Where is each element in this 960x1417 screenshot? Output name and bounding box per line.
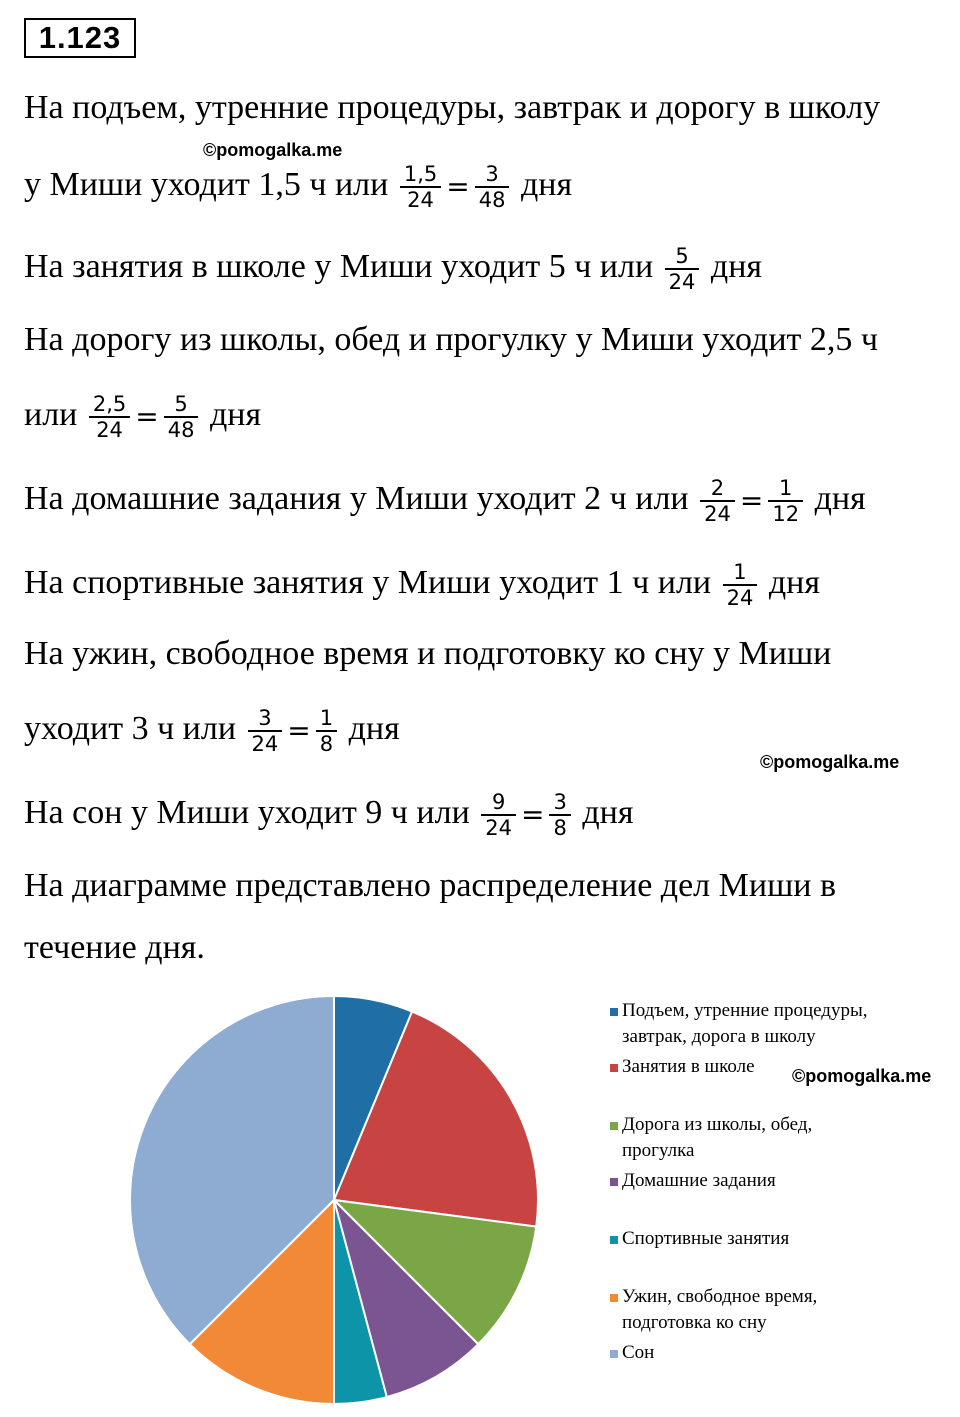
watermark: ©pomogalka.me [203,140,343,160]
line-text: дня [814,479,866,517]
fraction-denominator: 48 [167,418,195,442]
equals-sign: = [287,714,311,747]
legend-label: Спортивные занятия [622,1228,790,1249]
line-text: На ужин, свободное время и подготовку ко сну у Миши [24,635,832,672]
legend-swatch [610,1294,618,1302]
fraction-denominator: 24 [485,816,513,840]
line-text: дня [582,793,634,831]
line-text: На занятия в школе у Миши уходит 5 ч или [24,247,654,285]
equals-sign: = [135,400,159,433]
fraction [723,560,758,610]
line-text: или [24,395,78,433]
legend-swatch [610,1350,618,1358]
text-line [24,392,261,442]
fraction-numerator: 1 [768,476,803,502]
line-text: у Миши уходит 1,5 ч или [24,165,389,203]
fraction-numerator: 1 [316,706,337,732]
legend-item [622,1226,952,1252]
fraction-denominator: 8 [319,732,334,756]
legend-swatch [610,1008,618,1016]
fraction [248,706,283,756]
fraction [400,162,441,212]
text-line [24,634,831,674]
fraction-numerator: 2,5 [89,392,130,418]
fraction-numerator: 9 [481,790,516,816]
fraction-denominator: 24 [407,188,434,212]
legend-swatch [610,1178,618,1186]
line-text: дня [768,563,820,601]
fraction-denominator: 8 [553,816,567,840]
text-line [24,320,878,360]
fraction-denominator: 12 [772,502,800,526]
text-line [24,162,572,212]
fraction-numerator: 2 [700,476,735,502]
fraction-numerator: 1,5 [400,162,441,188]
fraction-numerator: 3 [475,162,510,188]
text-line [24,928,205,968]
fraction-denominator: 24 [668,270,696,294]
equals-sign: = [446,170,470,203]
line-text: дня [209,395,262,433]
watermark: ©pomogalka.me [792,1066,932,1086]
fraction [316,706,337,756]
legend-swatch [610,1236,618,1244]
legend-label: Домашние задания [622,1170,776,1191]
line-text: На подъем, утренние процедуры, завтрак и дорогу в школу [24,89,881,126]
fraction [164,392,199,442]
text-line [24,790,634,840]
line-text: дня [348,709,400,747]
fraction-numerator: 5 [665,244,700,270]
text-line [24,88,880,128]
fraction [768,476,803,526]
fraction-denominator: 48 [478,188,506,212]
legend-label: Подъем, утренние процедуры, завтрак, дорога в школу [622,1000,868,1047]
fraction-denominator: 24 [251,732,279,756]
line-text: На домашние задания у Миши уходит 2 ч или [24,479,689,517]
text-line [24,476,866,526]
fraction-denominator: 24 [704,502,731,526]
legend-item [622,1340,952,1366]
problem-number: 1.123 [24,18,136,58]
fraction-numerator: 3 [248,706,283,732]
fraction-numerator: 3 [549,790,570,816]
fraction [549,790,570,840]
text-line [24,244,762,294]
fraction [475,162,510,212]
equals-sign: = [521,798,545,831]
legend-item [622,1284,952,1336]
text-line [24,560,820,610]
fraction-numerator: 5 [164,392,199,418]
fraction [700,476,735,526]
line-text: На сон у Миши уходит 9 ч или [24,793,470,831]
fraction-numerator: 1 [723,560,758,586]
line-text: дня [710,247,763,285]
line-text: течение дня. [24,929,205,966]
legend-label: Сон [622,1342,655,1363]
legend-item [622,998,952,1050]
legend-label: Ужин, свободное время, подготовка ко сну [622,1286,818,1333]
text-line [24,866,836,906]
legend-label: Занятия в школе [622,1056,755,1077]
legend-swatch [610,1064,618,1072]
line-text: На диаграмме представлено распределение дел Миши в [24,867,836,904]
line-text: На спортивные занятия у Миши уходит 1 ч или [24,563,712,601]
text-line [24,706,400,756]
legend-label: Дорога из школы, обед, прогулка [622,1114,813,1161]
fraction-denominator: 24 [726,586,754,610]
legend-swatch [610,1122,618,1130]
legend-item [622,1112,952,1164]
fraction [481,790,516,840]
legend-item [622,1054,952,1080]
equals-sign: = [739,484,764,517]
line-text: дня [520,165,573,203]
fraction [89,392,130,442]
fraction-denominator: 24 [96,418,123,442]
line-text: уходит 3 ч или [24,709,237,747]
line-text: На дорогу из школы, обед и прогулку у Миши уходит 2,5 ч [24,321,878,358]
legend-item [622,1168,952,1194]
pie-chart [120,986,550,1416]
watermark: ©pomogalka.me [760,752,900,772]
fraction [665,244,700,294]
